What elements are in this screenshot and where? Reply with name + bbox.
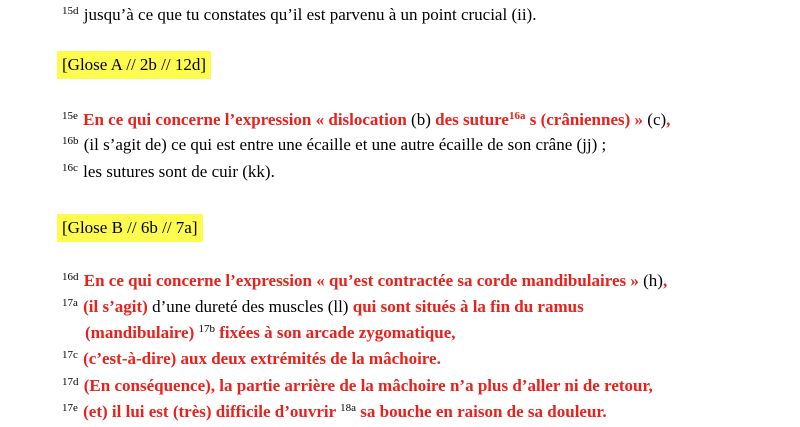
red-text: sa bouche en raison de sa douleur. [356, 402, 607, 421]
plain-text: d’une dureté des muscles [147, 297, 328, 316]
line-15e [62, 109, 670, 133]
plain-text: (ll) [327, 297, 349, 316]
red-text: (En conséquence), la partie arrière de la mâchoire n’a plus d’aller ni de retour, [83, 376, 653, 395]
line-17a [62, 296, 584, 320]
line-text: jusqu’à ce que tu constates qu’il est parvenu à un point crucial (ii). [83, 5, 537, 24]
glose-a-label: [Glose A // 2b // 12d] [57, 51, 211, 79]
red-text: des suture [435, 110, 509, 129]
line-number: 15d [62, 5, 79, 17]
red-text: (c’est-à-dire) aux deux extrémités de la mâchoire. [83, 349, 441, 368]
line-number: 17d [62, 376, 79, 388]
line-17e [62, 401, 607, 425]
line-text: les sutures sont de cuir (kk). [83, 162, 275, 181]
line-17a-continued [85, 322, 456, 346]
line-number: 17a [62, 297, 78, 309]
superscript: 17b [198, 323, 216, 335]
line-number: 17e [62, 402, 78, 414]
glose-b-label: [Glose B // 6b // 7a] [57, 214, 203, 242]
plain-text: (h) [638, 271, 663, 290]
line-text: (il s’agit de) ce qui est entre une écaille et une autre écaille de son crâne (jj) ; [83, 135, 607, 154]
red-text: En ce qui concerne l’expression « qu’est contractée sa corde mandibulaires » [83, 271, 639, 290]
plain-text: (c) [643, 110, 667, 129]
line-number: 16c [62, 162, 78, 174]
red-text: (et) il lui est (très) difficile d’ouvrir [83, 402, 341, 421]
red-text: s (crâniennes) » [525, 110, 644, 129]
line-16d [62, 270, 667, 294]
line-17c [62, 348, 441, 372]
line-15d [62, 4, 536, 28]
red-text: (il s’agit) [83, 297, 148, 316]
line-number: 16b [62, 135, 79, 147]
line-number: 17c [62, 349, 78, 361]
line-16b [62, 134, 606, 158]
line-number: 15e [62, 110, 78, 122]
red-text: (mandibulaire) [85, 323, 199, 342]
line-17d [62, 375, 653, 399]
red-text: En ce qui concerne l’expression « dislocation [83, 110, 407, 129]
superscript: 18a [340, 402, 357, 414]
red-comma: , [666, 110, 671, 129]
red-comma: , [662, 271, 668, 290]
superscript: 16a [508, 110, 526, 122]
plain-text: (b) [406, 110, 436, 129]
line-number: 16d [62, 271, 79, 283]
red-text: qui sont situés à la fin du ramus [348, 297, 584, 316]
red-text: fixées à son arcade zygomatique, [215, 323, 456, 342]
line-16c [62, 161, 275, 185]
